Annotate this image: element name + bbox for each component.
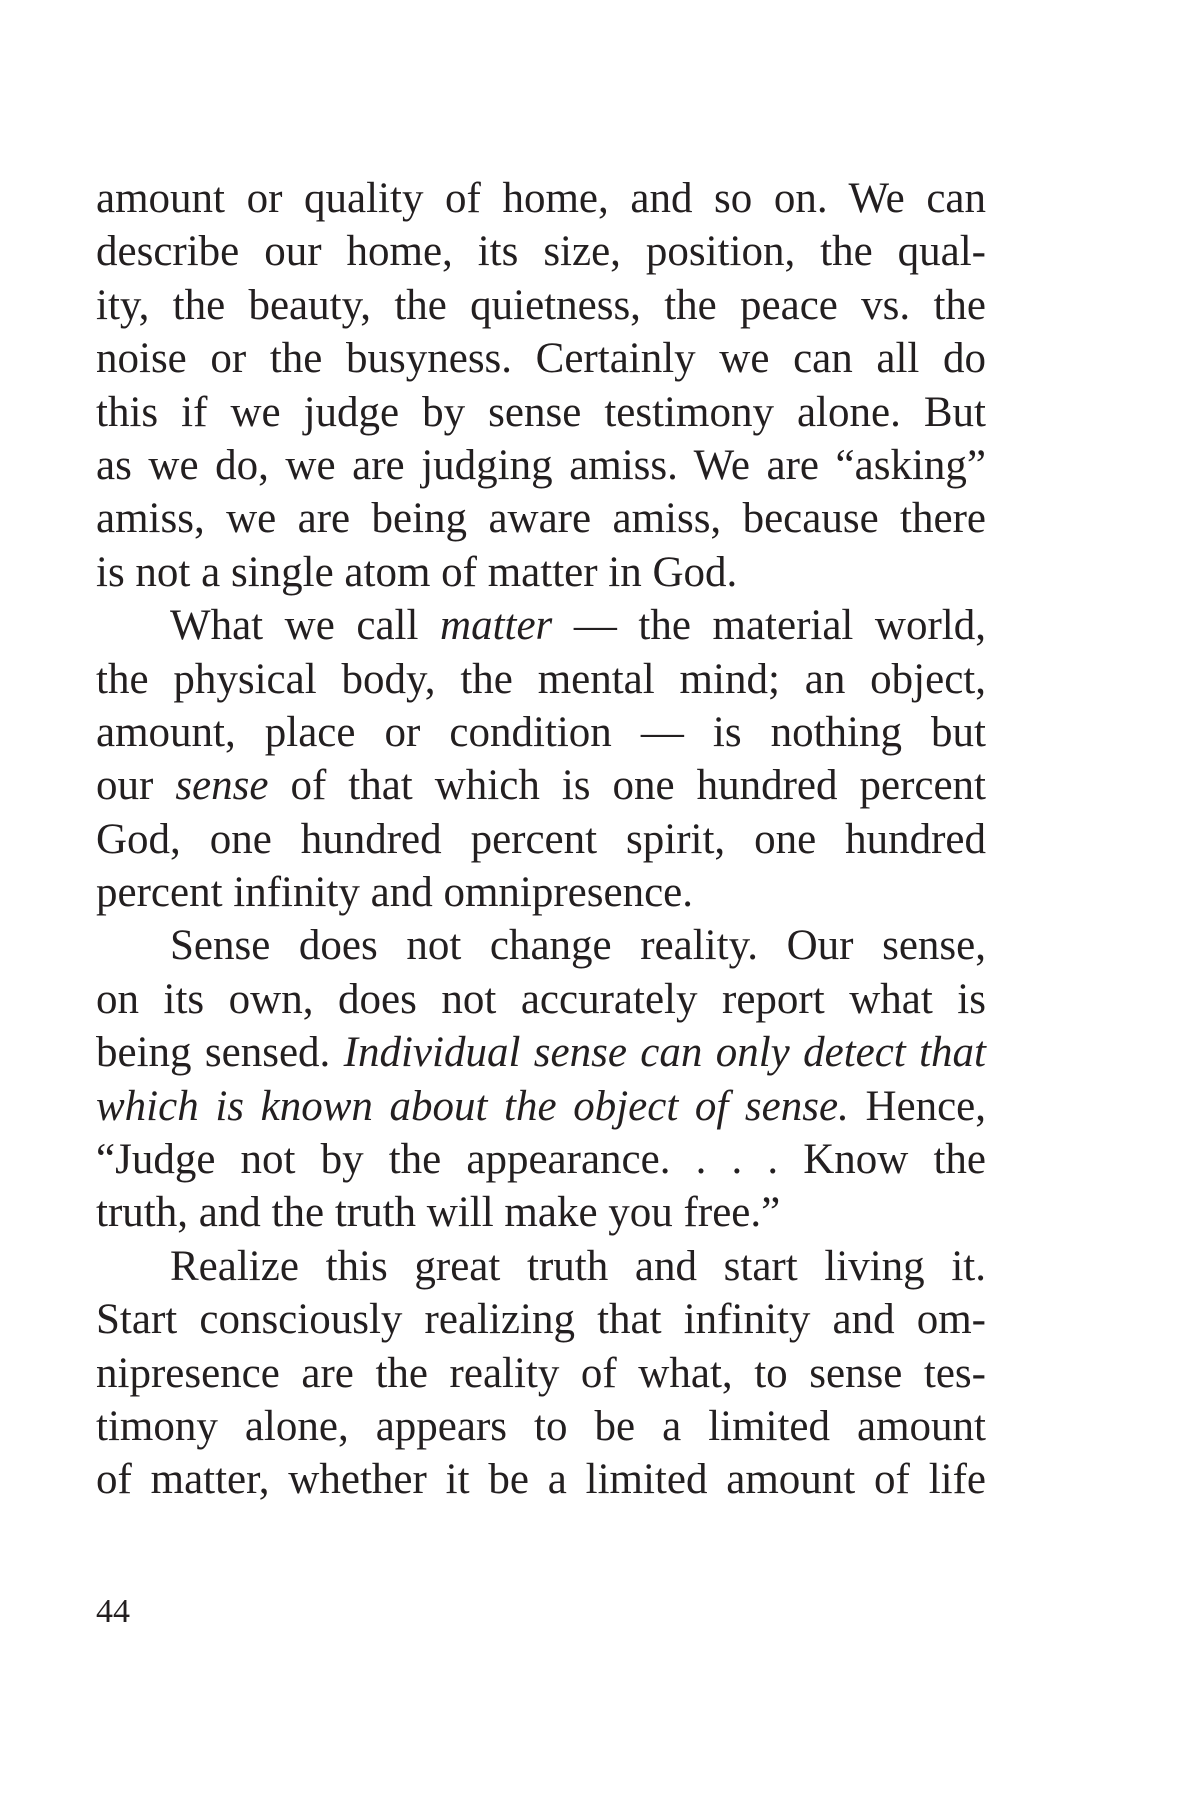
text-line bbox=[96, 1026, 986, 1079]
text-line bbox=[96, 1453, 986, 1506]
text-line bbox=[96, 546, 986, 599]
text-run: this if we judge by sense testimony alone. But bbox=[96, 388, 986, 436]
text-line bbox=[96, 1400, 986, 1453]
text-line bbox=[96, 813, 986, 866]
italic-text: sense bbox=[175, 762, 269, 810]
text-run: on its own, does not accurately report what is bbox=[96, 975, 986, 1023]
text-run: nipresence are the reality of what, to sense tes- bbox=[96, 1349, 986, 1397]
text-run: our bbox=[96, 762, 176, 810]
text-line bbox=[96, 492, 986, 545]
text-run: amount or quality of home, and so on. We can bbox=[96, 175, 986, 222]
text-run: being sensed. bbox=[96, 1029, 344, 1077]
text-line bbox=[96, 599, 986, 652]
text-run: Realize this great truth and start living it. bbox=[170, 1242, 986, 1290]
text-run: percent infinity and omnipresence. bbox=[96, 869, 694, 917]
paragraph bbox=[96, 919, 986, 1239]
text-run: of matter, whether it be a limited amount of life bbox=[96, 1456, 986, 1504]
text-line bbox=[96, 759, 986, 812]
text-run: ity, the beauty, the quietness, the peace vs. the bbox=[96, 281, 986, 329]
italic-text: matter bbox=[440, 602, 553, 650]
text-run: — the material world, bbox=[552, 602, 987, 650]
text-run: noise or the busyness. Certainly we can all do bbox=[96, 335, 986, 383]
text-line bbox=[96, 1080, 986, 1133]
text-line bbox=[96, 386, 986, 439]
italic-text: which is known about the object of sense. bbox=[96, 1082, 849, 1130]
text-line bbox=[96, 653, 986, 706]
text-line bbox=[96, 1133, 986, 1186]
paragraph bbox=[96, 599, 986, 919]
text-run: amount, place or condition — is nothing but bbox=[96, 708, 986, 756]
text-line bbox=[96, 866, 986, 919]
text-line bbox=[96, 1293, 986, 1346]
text-run: God, one hundred percent spirit, one hundred bbox=[96, 815, 986, 863]
text-run: describe our home, its size, position, the qual- bbox=[96, 228, 986, 276]
page-number: 44 bbox=[96, 1593, 130, 1630]
text-run: is not a single atom of matter in God. bbox=[96, 548, 738, 596]
paragraph bbox=[96, 172, 986, 599]
text-line bbox=[96, 332, 986, 385]
text-line bbox=[96, 439, 986, 492]
text-line bbox=[96, 279, 986, 332]
text-line bbox=[96, 1347, 986, 1400]
text-line bbox=[96, 919, 986, 972]
text-run: Sense does not change reality. Our sense, bbox=[170, 922, 986, 970]
text-run: the physical body, the mental mind; an object, bbox=[96, 655, 986, 703]
text-line bbox=[96, 1240, 986, 1293]
text-run: amiss, we are being aware amiss, because there bbox=[96, 495, 986, 543]
text-line bbox=[96, 225, 986, 278]
text-line bbox=[96, 172, 986, 225]
text-line bbox=[96, 1186, 986, 1239]
text-run: What we call bbox=[170, 602, 441, 650]
text-run: Start consciously realizing that infinity and om- bbox=[96, 1296, 986, 1344]
text-line bbox=[96, 973, 986, 1026]
paragraph bbox=[96, 1240, 986, 1507]
text-run: truth, and the truth will make you free.” bbox=[96, 1189, 781, 1237]
text-run: as we do, we are judging amiss. We are “asking” bbox=[96, 441, 986, 489]
text-run: of that which is one hundred percent bbox=[268, 762, 987, 810]
text-run: “Judge not by the appearance. . . . Know the bbox=[96, 1136, 986, 1184]
text-run: Hence, bbox=[848, 1082, 986, 1130]
text-line bbox=[96, 706, 986, 759]
italic-text: Individual sense can only detect that bbox=[343, 1029, 987, 1077]
body-text bbox=[96, 172, 986, 1507]
text-run: timony alone, appears to be a limited amount bbox=[96, 1402, 986, 1450]
